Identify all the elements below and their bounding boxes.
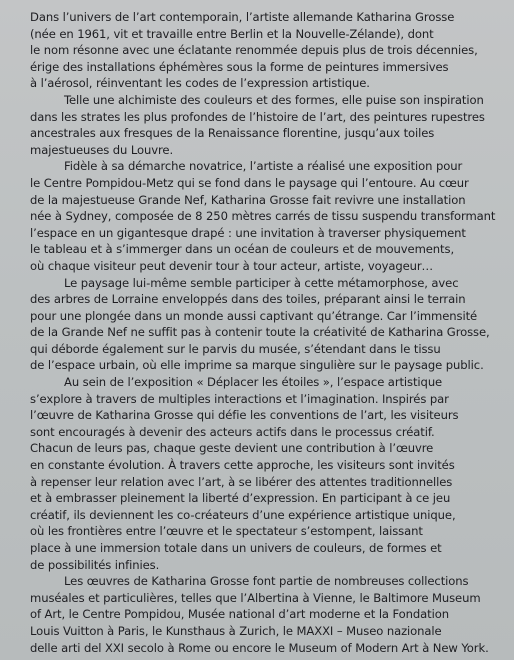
paragraph-inspiration: Telle une alchimiste des couleurs et des formes, elle puise son inspiration dans les strates les plus profondes de l’histoire de l’art, des peintures rupestres ancestrales aux fresques de la Renaissance florentine, jusqu’aux toiles majestueuses du Louvre. xyxy=(30,92,485,157)
paragraph-collections: Les œuvres de Katharina Grosse font partie de nombreuses collections muséales et particulières, telles que l’Albertina à Vienne, le Baltimore Museum of Art, le Centre Pompidou, Musée national d’art moderne et la Fondation Louis Vuitton à Paris, le Kunsthaus à Zurich, le MAXXI – Museo nazionale delle arti del XXI secolo à Rome ou encore le Museum of Modern Art à New York. xyxy=(30,574,489,655)
paragraph-exhibition: Fidèle à sa démarche novatrice, l’artiste a réalisé une exposition pour le Centre Pompidou-Metz qui se fond dans le paysage qui l’entoure. Au cœur de la majestueuse Grande Nef, Katharina Grosse fait revivre une installation née à Sydney, composée de 8 250 mètres carrés de tissu suspendu transformant l’espace en un gigantesque drapé : une invitation à traverser physiquement le tableau et à s’immerger dans un océan de couleurs et de mouvements, où chaque visiteur peut devenir tour à tour acteur, artiste, voyageur… xyxy=(30,159,496,273)
paragraph-interaction: Au sein de l’exposition « Déplacer les étoiles », l’espace artistique s’explore à travers de multiples interactions et l’imagination. Inspirés par l’œuvre de Katharina Grosse qui défie les conventions de l’art, les visiteurs sont encouragés à devenir des acteurs actifs dans le processus créatif. Chacun de leurs pas, chaque geste devient une contribution à l’œuvre en constante évolution. À travers cette approche, les visiteurs sont invités à repenser leur relation avec l’art, à se libérer des attentes traditionnelles et à embrasser pleinement la liberté d’expression. En participant à ce jeu créatif, ils deviennent les co-créateurs d’une expérience artistique unique, où les frontières entre l’œuvre et le spectateur s’estompent, laissant place à une immersion totale dans un univers de couleurs, de formes et de possibilités infinies. xyxy=(30,375,459,572)
paragraph-landscape: Le paysage lui-même semble participer à cette métamorphose, avec des arbres de Lorraine enveloppés dans des toiles, préparant ainsi le terrain pour une plongée dans un monde aussi captivant qu’étrange. Car l’immensité de la Grande Nef ne suffit pas à contenir toute la créativité de Katharina Grosse, qui déborde également sur le parvis du musée, s’étendant dans le tissu de l’espace urbain, où elle imprime sa marque singulière sur le paysage public. xyxy=(30,275,490,373)
paragraph-intro: Dans l’univers de l’art contemporain, l’artiste allemande Katharina Grosse (née en 1961, vit et travaille entre Berlin et la Nouvelle-Zélande), dont le nom résonne avec une éclatante renommée depuis plus de trois décennies, érige des installations éphémères sous la forme de peintures immersives à l’aérosol, réinventant les codes de l’expression artistique. xyxy=(30,10,478,91)
